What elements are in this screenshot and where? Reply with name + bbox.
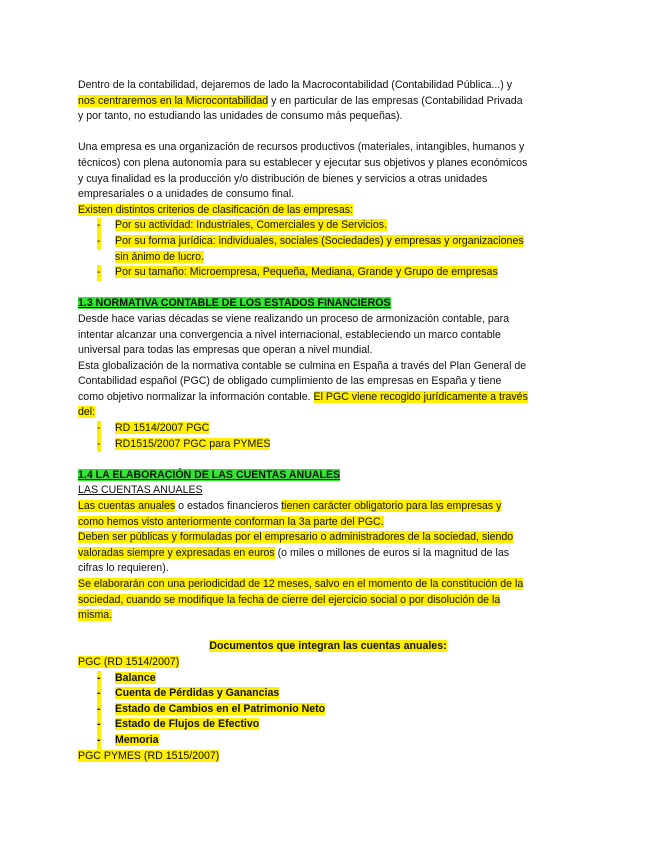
intro-line-1: Dentro de la contabilidad, dejaremos de lado la Macrocontabilidad (Contabilidad Pública...) y — [78, 79, 513, 91]
list-item — [78, 733, 578, 749]
cuentas-line-3 — [78, 530, 578, 546]
list-item-text: Balance — [115, 671, 156, 684]
cuentas-line-4-hl: valoradas siempre y expresadas en euros — [78, 546, 275, 559]
list-item-text: RD1515/2007 PGC para PYMES — [115, 437, 271, 450]
normativa-line-7 — [78, 405, 578, 421]
bullet-dash: - — [97, 234, 101, 250]
normativa-line-4: Esta globalización de la normativa contable se culmina en España a través del Plan General de — [78, 359, 527, 372]
intro-line-3: y por tanto, no estudiando las unidades de consumo más pequeñas). — [78, 110, 403, 123]
list-item — [78, 702, 578, 718]
cuentas-line-1-hl: Las cuentas anuales — [78, 500, 176, 513]
list-item — [78, 671, 578, 687]
pgc-label — [78, 655, 578, 671]
normativa-line-6-highlight: El PGC viene recogido jurídicamente a través — [313, 390, 528, 403]
pymes-label — [78, 749, 578, 765]
spacer — [78, 624, 578, 640]
bullet-dash: - — [97, 265, 101, 281]
empresa-line-2: técnicos) con plena autonomía para su establecer y ejecutar sus objetivos y planes económicos — [78, 156, 528, 169]
list-item-text: Memoria — [115, 733, 159, 746]
section-heading-1-4 — [78, 468, 578, 484]
list-item — [78, 265, 578, 281]
rd-list — [78, 421, 578, 452]
list-item-text: Por su tamaño: Microempresa, Pequeña, Mediana, Grande y Grupo de empresas — [115, 266, 498, 279]
docs-title — [78, 639, 578, 655]
cuentas-line-4-plain: (o miles o millones de euros si la magnitud de las — [274, 546, 510, 559]
criterios-intro-text: Existen distintos criterios de clasificación de las empresas: — [78, 203, 353, 216]
list-item — [78, 717, 578, 733]
cuentas-line-7-hl: sociedad, cuando se modifique la fecha de cierre del ejercicio social o por disolución de la — [78, 593, 501, 606]
spacer — [78, 452, 578, 468]
normativa-line-2: intentar alcanzar una convergencia a nivel internacional, estableciendo un marco contable — [78, 328, 501, 341]
normativa-line-3: universal para todas las empresas que operan a nivel mundial. — [78, 344, 373, 357]
subheading-cuentas-anuales — [78, 483, 578, 499]
cuentas-line-7 — [78, 593, 578, 609]
intro-line-2-rest: y en particular de las empresas (Contabilidad Privada — [268, 94, 523, 107]
cuentas-line-3-hl: Deben ser públicas y formuladas por el empresario o administradores de la sociedad, siendo — [78, 531, 514, 544]
list-item — [78, 234, 578, 265]
cuentas-line-8 — [78, 608, 578, 624]
list-item-text: Por su actividad: Industriales, Comerciales y de Servicios. — [115, 219, 388, 232]
docs-title-text: Documentos que integran las cuentas anuales: — [209, 640, 447, 653]
list-item — [78, 218, 578, 234]
cuentas-line-1-plain: o estados financieros — [175, 500, 282, 513]
intro-highlight: nos centraremos en la Microcontabilidad — [78, 94, 269, 107]
pymes-label-text: PGC PYMES (RD 1515/2007) — [78, 749, 220, 762]
cuentas-line-6-hl: Se elaborarán con una periodicidad de 12 meses, salvo en el momento de la constitución de la — [78, 578, 524, 590]
list-item — [78, 686, 578, 702]
bullet-dash: - — [97, 671, 101, 687]
spacer — [78, 281, 578, 297]
empresa-line-1: Una empresa es una organización de recursos productivos (materiales, intangibles, humanos y — [78, 141, 525, 154]
normativa-line-6-plain: como objetivo normalizar la información contable. — [78, 390, 314, 403]
cuentas-line-2-hl: como hemos visto anteriormente conforman la 3a parte del PGC. — [78, 515, 384, 528]
bullet-dash: - — [97, 733, 101, 749]
list-item — [78, 437, 578, 453]
normativa-line-7-highlight: del: — [78, 406, 96, 419]
spacer — [78, 125, 578, 141]
cuentas-line-1-hl2: tienen carácter obligatorio para las empresas y — [281, 500, 502, 513]
normativa-line-6 — [78, 390, 578, 406]
empresa-line-3: y cuya finalidad es la producción y/o distribución de bienes y servicios a otras unidades — [78, 172, 488, 185]
criterios-list — [78, 218, 578, 280]
bullet-dash: - — [97, 717, 101, 733]
cuentas-line-5: cifras lo requieren). — [78, 562, 169, 575]
bullet-dash: - — [97, 218, 101, 234]
empresa-line-4: empresariales o a unidades de consumo final. — [78, 188, 295, 201]
bullet-dash: - — [97, 421, 101, 437]
section-heading-1-3-text: 1.3 NORMATIVA CONTABLE DE LOS ESTADOS FINANCIEROS — [78, 297, 391, 310]
list-item-text: Cuenta de Pérdidas y Ganancias — [115, 687, 280, 700]
normativa-line-1: Desde hace varias décadas se viene realizando un proceso de armonización contable, para — [78, 312, 510, 325]
cuentas-line-4 — [78, 546, 578, 562]
cuentas-line-6 — [78, 577, 578, 593]
list-item-text: Estado de Cambios en el Patrimonio Neto — [115, 702, 326, 715]
docs-list — [78, 671, 578, 749]
section-heading-1-3 — [78, 296, 578, 312]
document-body — [78, 78, 578, 764]
bullet-dash: - — [97, 437, 101, 453]
cuentas-line-2 — [78, 515, 578, 531]
cuentas-line-1 — [78, 499, 578, 515]
pgc-label-text: PGC (RD 1514/2007) — [78, 655, 180, 668]
cuentas-line-8-hl: misma. — [78, 609, 113, 622]
bullet-dash: - — [97, 686, 101, 702]
section-heading-1-4-text: 1.4 LA ELABORACIÓN DE LAS CUENTAS ANUALES — [78, 468, 341, 481]
list-item-text: Por su forma jurídica: individuales, sociales (Sociedades) y empresas y organizaciones — [115, 234, 524, 247]
criterios-intro — [78, 203, 578, 219]
normativa-line-5: Contabilidad español (PGC) de obligado cumplimiento de las empresas en España y tiene — [78, 375, 502, 388]
list-item-text-cont: sin ánimo de lucro. — [115, 250, 204, 263]
intro-line-2 — [78, 94, 578, 110]
list-item-text: Estado de Flujos de Efectivo — [115, 718, 260, 731]
list-item — [78, 421, 578, 437]
list-item-text: RD 1514/2007 PGC — [115, 422, 210, 435]
bullet-dash: - — [97, 702, 101, 718]
subheading-text: LAS CUENTAS ANUALES — [78, 484, 203, 497]
